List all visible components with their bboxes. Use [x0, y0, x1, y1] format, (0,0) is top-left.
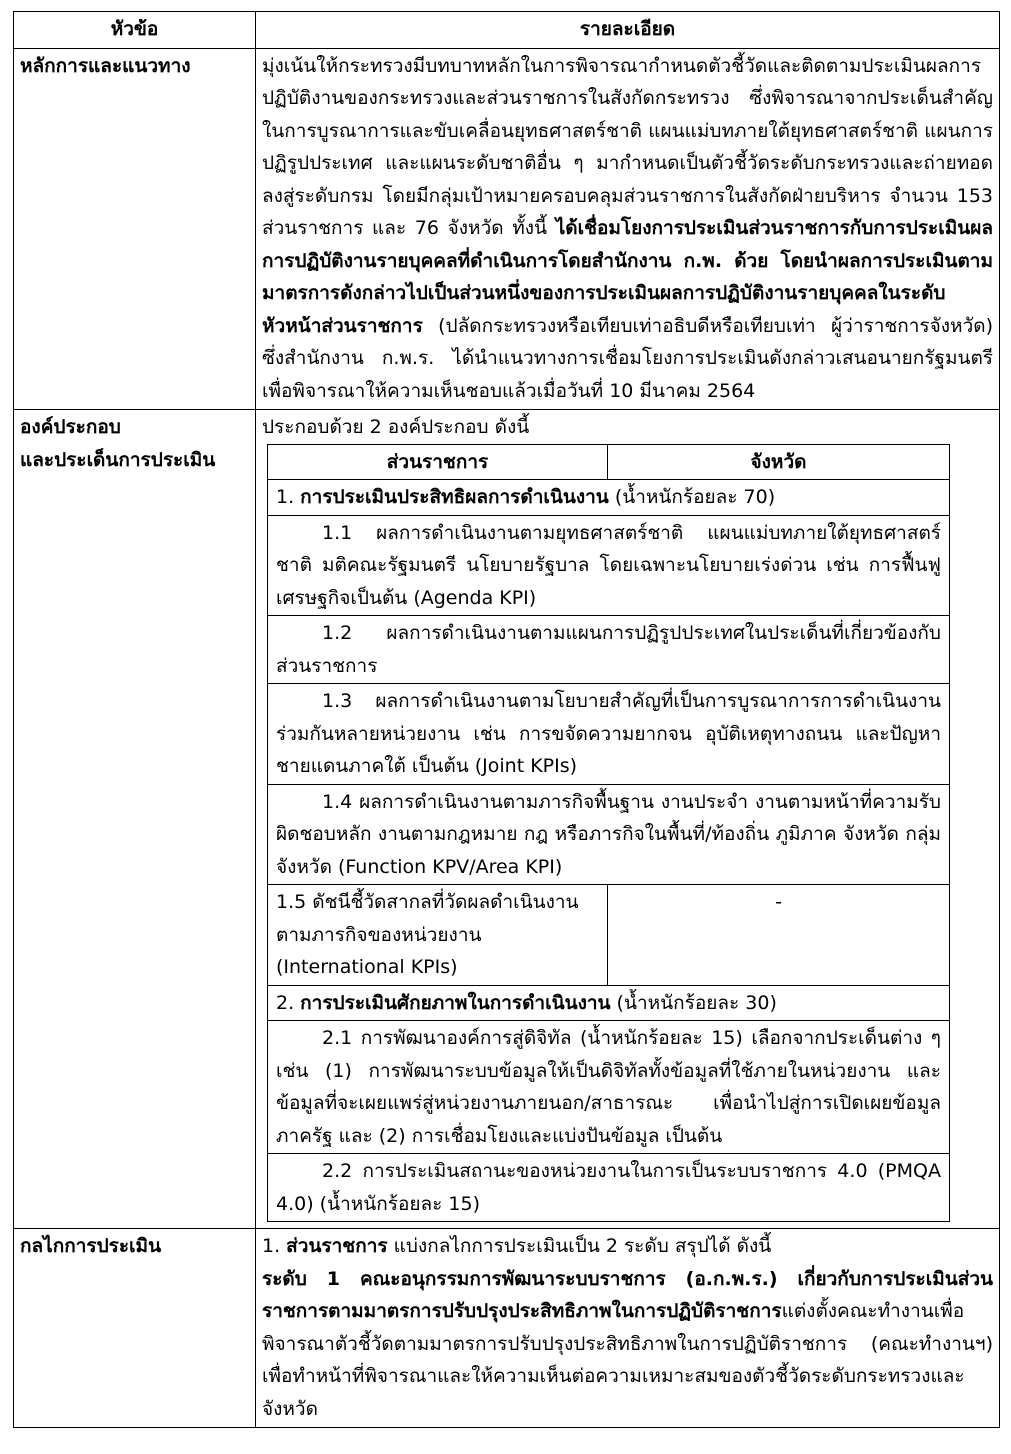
header-topic: หัวข้อ — [14, 12, 256, 49]
mechanism-topic: กลไกการประเมิน — [14, 1229, 256, 1428]
components-detail — [256, 410, 1000, 1229]
principles-topic: หลักการและแนวทาง — [14, 48, 256, 410]
section1-heading — [268, 480, 950, 516]
section2-heading — [268, 985, 950, 1021]
section1-weight: (น้ำหนักร้อยละ 70) — [608, 486, 776, 508]
components-inner-table — [267, 444, 950, 1223]
item-2-1: 2.1 การพัฒนาองค์การสู่ดิจิทัล (น้ำหนักร้อยละ 15) เลือกจากประเด็นต่าง ๆ เช่น (1) การพัฒนาระบบข้อมูลให้เป็นดิจิทัลทั้งข้อมูลที่ใช้ภายในหน่วยงาน และข้อมูลที่จะเผยแพร่สู่หน่วยงานภายนอก/สาธารณะ เพื่อนำไปสู่การเปิดเผยข้อมูลภาครัฐ และ (2) การเชื่อมโยงและแบ่งปันข้อมูล เป็นต้น — [268, 1021, 950, 1154]
section2-title: การประเมินศักยภาพในการดำเนินงาน — [300, 991, 611, 1014]
principles-row — [14, 48, 1000, 410]
main-table — [13, 11, 1000, 1428]
section2-weight: (น้ำหนักร้อยละ 30) — [610, 991, 777, 1014]
item-2-2: 2.2 การประเมินสถานะของหน่วยงานในการเป็นระบบราชการ 4.0 (PMQA 4.0) (น้ำหนักร้อยละ 15) — [268, 1154, 950, 1222]
components-row — [14, 410, 1000, 1229]
section1-num: 1. — [276, 486, 301, 508]
item-1-2: 1.2 ผลการดำเนินงานตามแผนการปฏิรูปประเทศในประเด็นที่เกี่ยวข้องกับส่วนราชการ — [268, 616, 950, 684]
item-1-2-row — [268, 616, 950, 684]
mechanism-line1 — [262, 1230, 993, 1263]
item-1-4: 1.4 ผลการดำเนินงานตามภารกิจพื้นฐาน งานประจำ งานตามหน้าที่ความรับผิดชอบหลัก งานตามกฎหมาย กฎ หรือภารกิจในพื้นที่/ท้องถิ่น ภูมิภาค จังหวัด กลุ่มจังหวัด (Function KPV/Area KPI) — [268, 784, 950, 885]
components-topic-line2: และประเด็นการประเมิน — [20, 448, 216, 471]
inner-header-row — [268, 444, 950, 480]
mechanism-line1-bold: ส่วนราชการ — [286, 1235, 388, 1257]
mechanism-line1-num: 1. — [262, 1235, 287, 1257]
item-2-1-row — [268, 1021, 950, 1154]
mechanism-row — [14, 1229, 1000, 1428]
mechanism-detail — [256, 1229, 1000, 1428]
principles-detail — [256, 48, 1000, 410]
item-2-2-row — [268, 1154, 950, 1222]
item-1-1-row — [268, 515, 950, 616]
mechanism-level1-rest: แต่งตั้งคณะทำงานเพื่อพิจารณาตัวชี้วัดตามมาตรการปรับปรุงประสิทธิภาพในการปฏิบัติราชการ (คณะทำงานฯ) เพื่อทำหน้าที่พิจารณาและให้ความเห็นต่อความเหมาะสมของตัวชี้วัดระดับกระทรวงและจังหวัด — [262, 1300, 993, 1420]
mechanism-level1-bold: ระดับ 1 คณะอนุกรรมการพัฒนาระบบราชการ (อ.ก.พ.ร.) เกี่ยวกับการประเมินส่วนราชการตามมาตรการปรับปรุงประสิทธิภาพในการปฏิบัติราชการ — [262, 1267, 993, 1322]
components-topic-line1: องค์ประกอบ — [20, 416, 121, 438]
item-1-3-row — [268, 684, 950, 785]
header-row — [14, 12, 1000, 49]
item-1-3: 1.3 ผลการดำเนินงานตามโยบายสำคัญที่เป็นการบูรณาการการดำเนินงานร่วมกันหลายหน่วยงาน เช่น การขจัดความยากจน อุบัติเหตุทางถนน และปัญหาชายแดนภาคใต้ เป็นต้น (Joint KPIs) — [268, 684, 950, 785]
item-1-5-row — [268, 885, 950, 986]
section1-row — [268, 480, 950, 516]
section1-title: การประเมินประสิทธิผลการดำเนินงาน — [300, 486, 609, 508]
components-intro: ประกอบด้วย 2 องค์ประกอบ ดังนี้ — [262, 416, 530, 438]
item-1-5-province: - — [608, 885, 950, 986]
mechanism-level1 — [262, 1263, 993, 1426]
inner-header-province: จังหวัด — [608, 444, 950, 480]
section2-row — [268, 985, 950, 1021]
principles-text: มุ่งเน้นให้กระทรวงมีบทบาทหลักในการพิจารณากำหนดตัวชี้วัดและติดตามประเมินผลการปฏิบัติงานของกระทรวงและส่วนราชการในสังกัดกระทรวง ซึ่งพิจารณาจากประเด็นสำคัญในการบูรณาการและขับเคลื่อนยุทธศาสตร์ชาติ แผนแม่บทภายใต้ยุทธศาสตร์ชาติ แผนการปฏิรูปประเทศ และแผนระดับชาติอื่น ๆ มากำหนดเป็นตัวชี้วัดระดับกระทรวงและถ่ายทอดลงสู่ระดับกรม โดยมีกลุ่มเป้าหมายครอบคลุมส่วนราชการในสังกัดฝ่ายบริหาร จำนวน 153 ส่วนราชการ และ 76 จังหวัด ทั้งนี้ — [262, 54, 993, 239]
item-1-1: 1.1 ผลการดำเนินงานตามยุทธศาสตร์ชาติ แผนแม่บทภายใต้ยุทธศาสตร์ชาติ มติคณะรัฐมนตรี นโยบายรัฐบาล โดยเฉพาะนโยบายเร่งด่วน เช่น การฟื้นฟูเศรษฐกิจเป็นต้น (Agenda KPI) — [268, 515, 950, 616]
principles-tail-text: (ปลัดกระทรวงหรือเทียบเท่าอธิบดีหรือเทียบเท่า ผู้ว่าราชการจังหวัด) ซึ่งสำนักงาน ก.พ.ร. ได้นำแนวทางการเชื่อมโยงการประเมินดังกล่าวเสนอนายกรัฐมนตรีเพื่อพิจารณาให้ความเห็นชอบแล้วเมื่อวันที่ 10 มีนาคม 2564 — [262, 314, 993, 402]
principles-bold-text: ได้เชื่อมโยงการประเมินส่วนราชการกับการประเมินผลการปฏิบัติงานรายบุคคลที่ดำเนินการโดยสำนักงาน ก.พ. ด้วย โดยนำผลการประเมินตามมาตรการดังกล่าวไปเป็นส่วนหนึ่งของการประเมินผลการปฏิบัติงานรายบุคคลในระดับหัวหน้าส่วนราชการ — [262, 217, 993, 337]
header-detail: รายละเอียด — [256, 12, 1000, 49]
inner-header-agency: ส่วนราชการ — [268, 444, 608, 480]
section2-num: 2. — [276, 991, 301, 1014]
item-1-5: 1.5 ดัชนีชี้วัดสากลที่วัดผลดำเนินงานตามภารกิจของหน่วยงาน (International KPIs) — [268, 885, 608, 986]
components-topic — [14, 410, 256, 1229]
item-1-4-row — [268, 784, 950, 885]
mechanism-line1-rest: แบ่งกลไกการประเมินเป็น 2 ระดับ สรุปได้ ดังนี้ — [387, 1235, 772, 1257]
